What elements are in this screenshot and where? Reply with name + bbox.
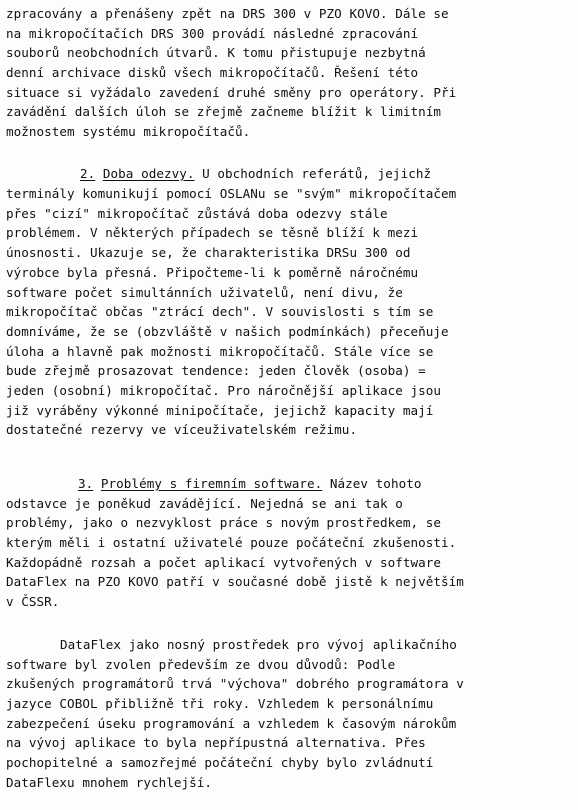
text-line: bude zřejmě prosazovat tendence: jeden člověk (osoba) = — [6, 363, 426, 378]
section-2-number: 2. — [80, 166, 96, 181]
section-2-heading: Doba odezvy. — [102, 166, 195, 181]
text-line: únosnosti. Ukazuje se, že charakteristika DRSu 300 od — [6, 245, 411, 260]
text-line: problémy, jako o nezvyklost práce s novým prostředkem, se — [6, 515, 442, 530]
text-line: DataFlex na PZO KOVO patří v současné době jistě k největším — [6, 574, 464, 589]
text-line: DataFlex jako nosný prostředek pro vývoj aplikačního — [60, 637, 457, 652]
text-line: zavádění dalších úloh se zřejmě začneme blížit k limitním — [6, 104, 442, 119]
text-line: odstavce je poněkud zavádějící. Nejedná se ani tak o — [6, 496, 403, 511]
text-line: v ČSSR. — [6, 594, 60, 609]
text-line: zkušených programátorů trvá "výchova" dobrého programátora v — [6, 676, 464, 691]
text-line: terminály komunikují pomocí OSLANu se "svým" mikropočítačem — [6, 186, 457, 201]
text-line: na mikropočítačích DRS 300 provádí následné zpracování — [6, 26, 419, 41]
text-line: zpracovány a přenášeny zpět na DRS 300 v PZO KOVO. Dále se — [6, 6, 449, 21]
text-line: problémem. V některých případech se těsně blíží k mezi — [6, 225, 419, 240]
section-2-heading-rest: U obchodních referátů, jejichž — [194, 166, 432, 181]
text-line: jeden (osobní) mikropočítač. Pro náročnější aplikace jsou — [6, 383, 442, 398]
text-line: úloha a hlavně pak možnosti mikropočítačů. Stále více se — [6, 344, 434, 359]
text-line: denní archivace disků všech mikropočítačů. Řešení této — [6, 65, 419, 80]
section-3-heading: Problémy s firemním software. — [100, 476, 323, 491]
text-line: zabezpečení úseku programování a vzhledem k časovým nárokům — [6, 716, 457, 731]
text-line: DataFlexu mnohem rychlejší. — [6, 775, 213, 790]
text-line: domníváme, že se (obzvláště v našich podmínkách) přeceňuje — [6, 324, 449, 339]
text-line: přes "cizí" mikropočítač zůstává doba odezvy stále — [6, 206, 388, 221]
text-line: software počet simultánních uživatelů, není divu, že — [6, 285, 403, 300]
text-line: výrobce byla přesná. Připočteme-li k poměrně náročnému — [6, 265, 419, 280]
section-3-number: 3. — [78, 476, 94, 491]
section-3-heading-line — [78, 474, 568, 493]
text-line: Každopádně rozsah a počet aplikací vytvořených v software — [6, 555, 442, 570]
text-line: jazyce COBOL přibližně tři roky. Vzhledem k personálnímu — [6, 696, 434, 711]
text-line: možnostem systému mikropočítačů. — [6, 124, 251, 139]
text-line: mikropočítač občas "ztrácí dech". V souvislosti s tím se — [6, 304, 434, 319]
text-line: pochopitelné a samozřejmé počáteční chyby bylo zvládnutí — [6, 755, 434, 770]
section-2-heading-line — [80, 164, 566, 183]
text-line: na vývoj aplikace to byla nepřípustná alternativa. Přes — [6, 735, 426, 750]
text-line: situace si vyžádalo zavedení druhé směny pro operátory. Při — [6, 85, 457, 100]
text-line: kterým měli i ostatní uživatelé pouze počáteční zkušenosti. — [6, 535, 457, 550]
section-3-heading-rest: Název tohoto — [322, 476, 422, 491]
text-line: souborů neobchodních útvarů. K tomu přistupuje nezbytná — [6, 45, 426, 60]
text-line: již vyráběny výkonné minipočítače, jejichž kapacity mají — [6, 403, 434, 418]
text-line: software byl zvolen především ze dvou důvodů: Podle — [6, 657, 396, 672]
text-line: dostatečné rezervy ve víceuživatelském režimu. — [6, 422, 358, 437]
